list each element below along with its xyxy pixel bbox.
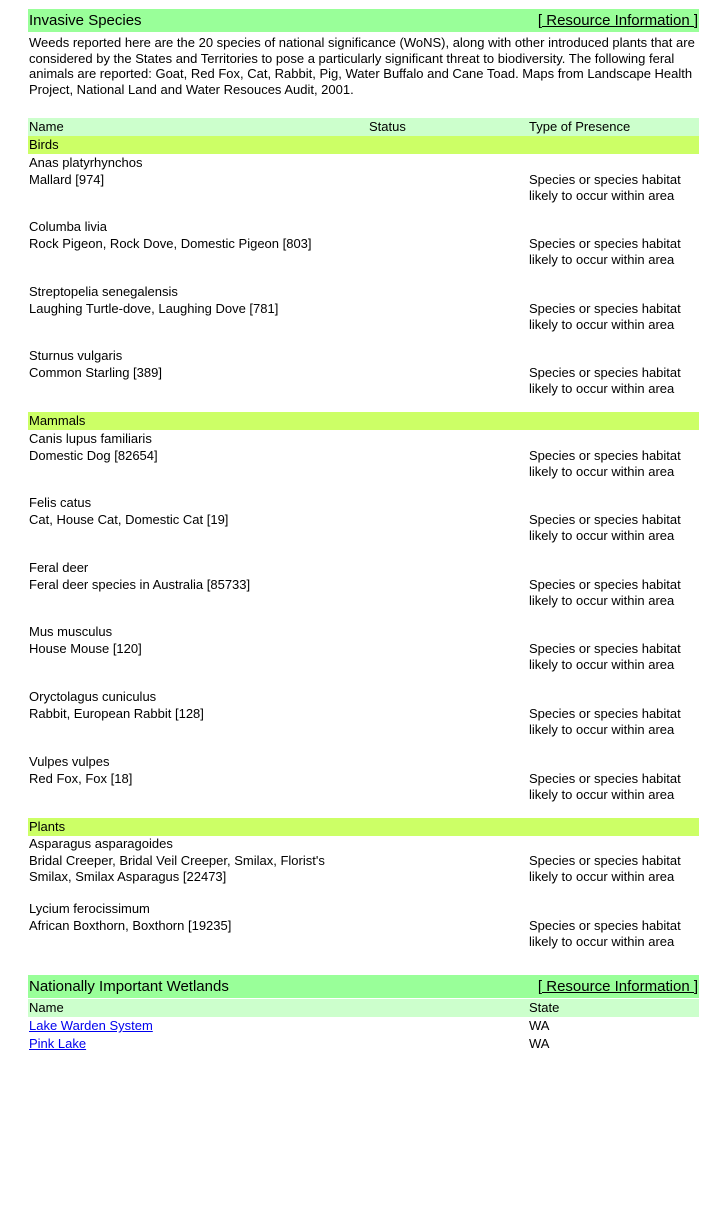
common-name: Mallard [974]	[29, 172, 105, 187]
wetland-state: WA	[529, 1018, 550, 1033]
common-name: Rabbit, European Rabbit [128]	[29, 706, 204, 721]
column-state: State	[529, 1000, 560, 1015]
common-name: Common Starling [389]	[29, 365, 162, 380]
wetland-row	[28, 1035, 699, 1053]
group-bar-birds	[28, 136, 699, 154]
resource-information-link[interactable]: [ Resource Information ]	[537, 12, 698, 29]
type-of-presence: Species or species habitat likely to occur within area	[529, 236, 681, 267]
scientific-name: Mus musculus	[29, 624, 113, 639]
common-name: Domestic Dog [82654]	[29, 448, 158, 463]
invasive-species-header	[28, 9, 699, 32]
common-name: Bridal Creeper, Bridal Veil Creeper, Smilax, Florist's Smilax, Smilax Asparagus [22473]	[29, 853, 325, 884]
section-title: Invasive Species	[29, 12, 142, 29]
wetland-state: WA	[529, 1036, 550, 1051]
type-of-presence: Species or species habitat likely to occur within area	[529, 706, 681, 737]
section-title: Nationally Important Wetlands	[29, 978, 229, 995]
invasive-species-description: Weeds reported here are the 20 species of national significance (WoNS), along with other introduced plants that are considered by the States and Territories to pose a particularly significant threat to biodiversity. The following feral animals are reported: Goat, Red Fox, Cat, Rabbit, Pig, Water Buffalo and Cane Toad. Maps from Landscape Health Project, National Land and Water Resouces Audit, 2001.	[29, 35, 695, 97]
scientific-name: Sturnus vulgaris	[29, 348, 123, 363]
species-row	[28, 623, 699, 683]
scientific-name: Asparagus asparagoides	[29, 836, 173, 851]
scientific-name: Streptopelia senegalensis	[29, 284, 178, 299]
column-type-of-presence: Type of Presence	[529, 119, 631, 134]
type-of-presence: Species or species habitat likely to occur within area	[529, 577, 681, 608]
resource-information-link[interactable]: [ Resource Information ]	[537, 978, 698, 995]
type-of-presence: Species or species habitat likely to occur within area	[529, 771, 681, 802]
species-row	[28, 688, 699, 748]
common-name: Feral deer species in Australia [85733]	[29, 577, 251, 592]
type-of-presence: Species or species habitat likely to occur within area	[529, 172, 681, 203]
species-row	[28, 900, 699, 960]
scientific-name: Felis catus	[29, 495, 92, 510]
species-row	[28, 218, 699, 278]
species-row	[28, 835, 699, 895]
scientific-name: Canis lupus familiaris	[29, 431, 152, 446]
species-row	[28, 347, 699, 407]
scientific-name: Feral deer	[29, 560, 89, 575]
common-name: Laughing Turtle-dove, Laughing Dove [781]	[29, 301, 279, 316]
type-of-presence: Species or species habitat likely to occur within area	[529, 641, 681, 672]
type-of-presence: Species or species habitat likely to occur within area	[529, 918, 681, 949]
group-label: Mammals	[29, 413, 86, 428]
common-name: Red Fox, Fox [18]	[29, 771, 133, 786]
type-of-presence: Species or species habitat likely to occur within area	[529, 512, 681, 543]
column-status: Status	[369, 119, 406, 134]
type-of-presence: Species or species habitat likely to occur within area	[529, 301, 681, 332]
scientific-name: Columba livia	[29, 219, 108, 234]
species-row	[28, 559, 699, 619]
wetlands-column-header	[28, 999, 699, 1017]
species-row	[28, 154, 699, 214]
type-of-presence: Species or species habitat likely to occur within area	[529, 448, 681, 479]
common-name: Cat, House Cat, Domestic Cat [19]	[29, 512, 229, 527]
common-name: African Boxthorn, Boxthorn [19235]	[29, 918, 232, 933]
wetland-row	[28, 1017, 699, 1035]
group-label: Plants	[29, 819, 66, 834]
species-row	[28, 283, 699, 343]
species-row	[28, 494, 699, 554]
column-name: Name	[29, 1000, 64, 1015]
group-label: Birds	[29, 137, 59, 152]
group-bar-plants	[28, 818, 699, 836]
wetland-link-lake-warden-system[interactable]: Lake Warden System	[29, 1018, 153, 1033]
common-name: House Mouse [120]	[29, 641, 142, 656]
invasive-column-header	[28, 118, 699, 136]
scientific-name: Vulpes vulpes	[29, 754, 110, 769]
common-name: Rock Pigeon, Rock Dove, Domestic Pigeon [803]	[29, 236, 312, 251]
type-of-presence: Species or species habitat likely to occur within area	[529, 365, 681, 396]
wetlands-header	[28, 975, 699, 998]
species-row	[28, 430, 699, 490]
wetland-link-pink-lake[interactable]: Pink Lake	[29, 1036, 87, 1051]
scientific-name: Anas platyrhynchos	[29, 155, 143, 170]
scientific-name: Lycium ferocissimum	[29, 901, 150, 916]
species-row	[28, 753, 699, 813]
scientific-name: Oryctolagus cuniculus	[29, 689, 157, 704]
column-name: Name	[29, 119, 64, 134]
group-bar-mammals	[28, 412, 699, 430]
type-of-presence: Species or species habitat likely to occur within area	[529, 853, 681, 884]
